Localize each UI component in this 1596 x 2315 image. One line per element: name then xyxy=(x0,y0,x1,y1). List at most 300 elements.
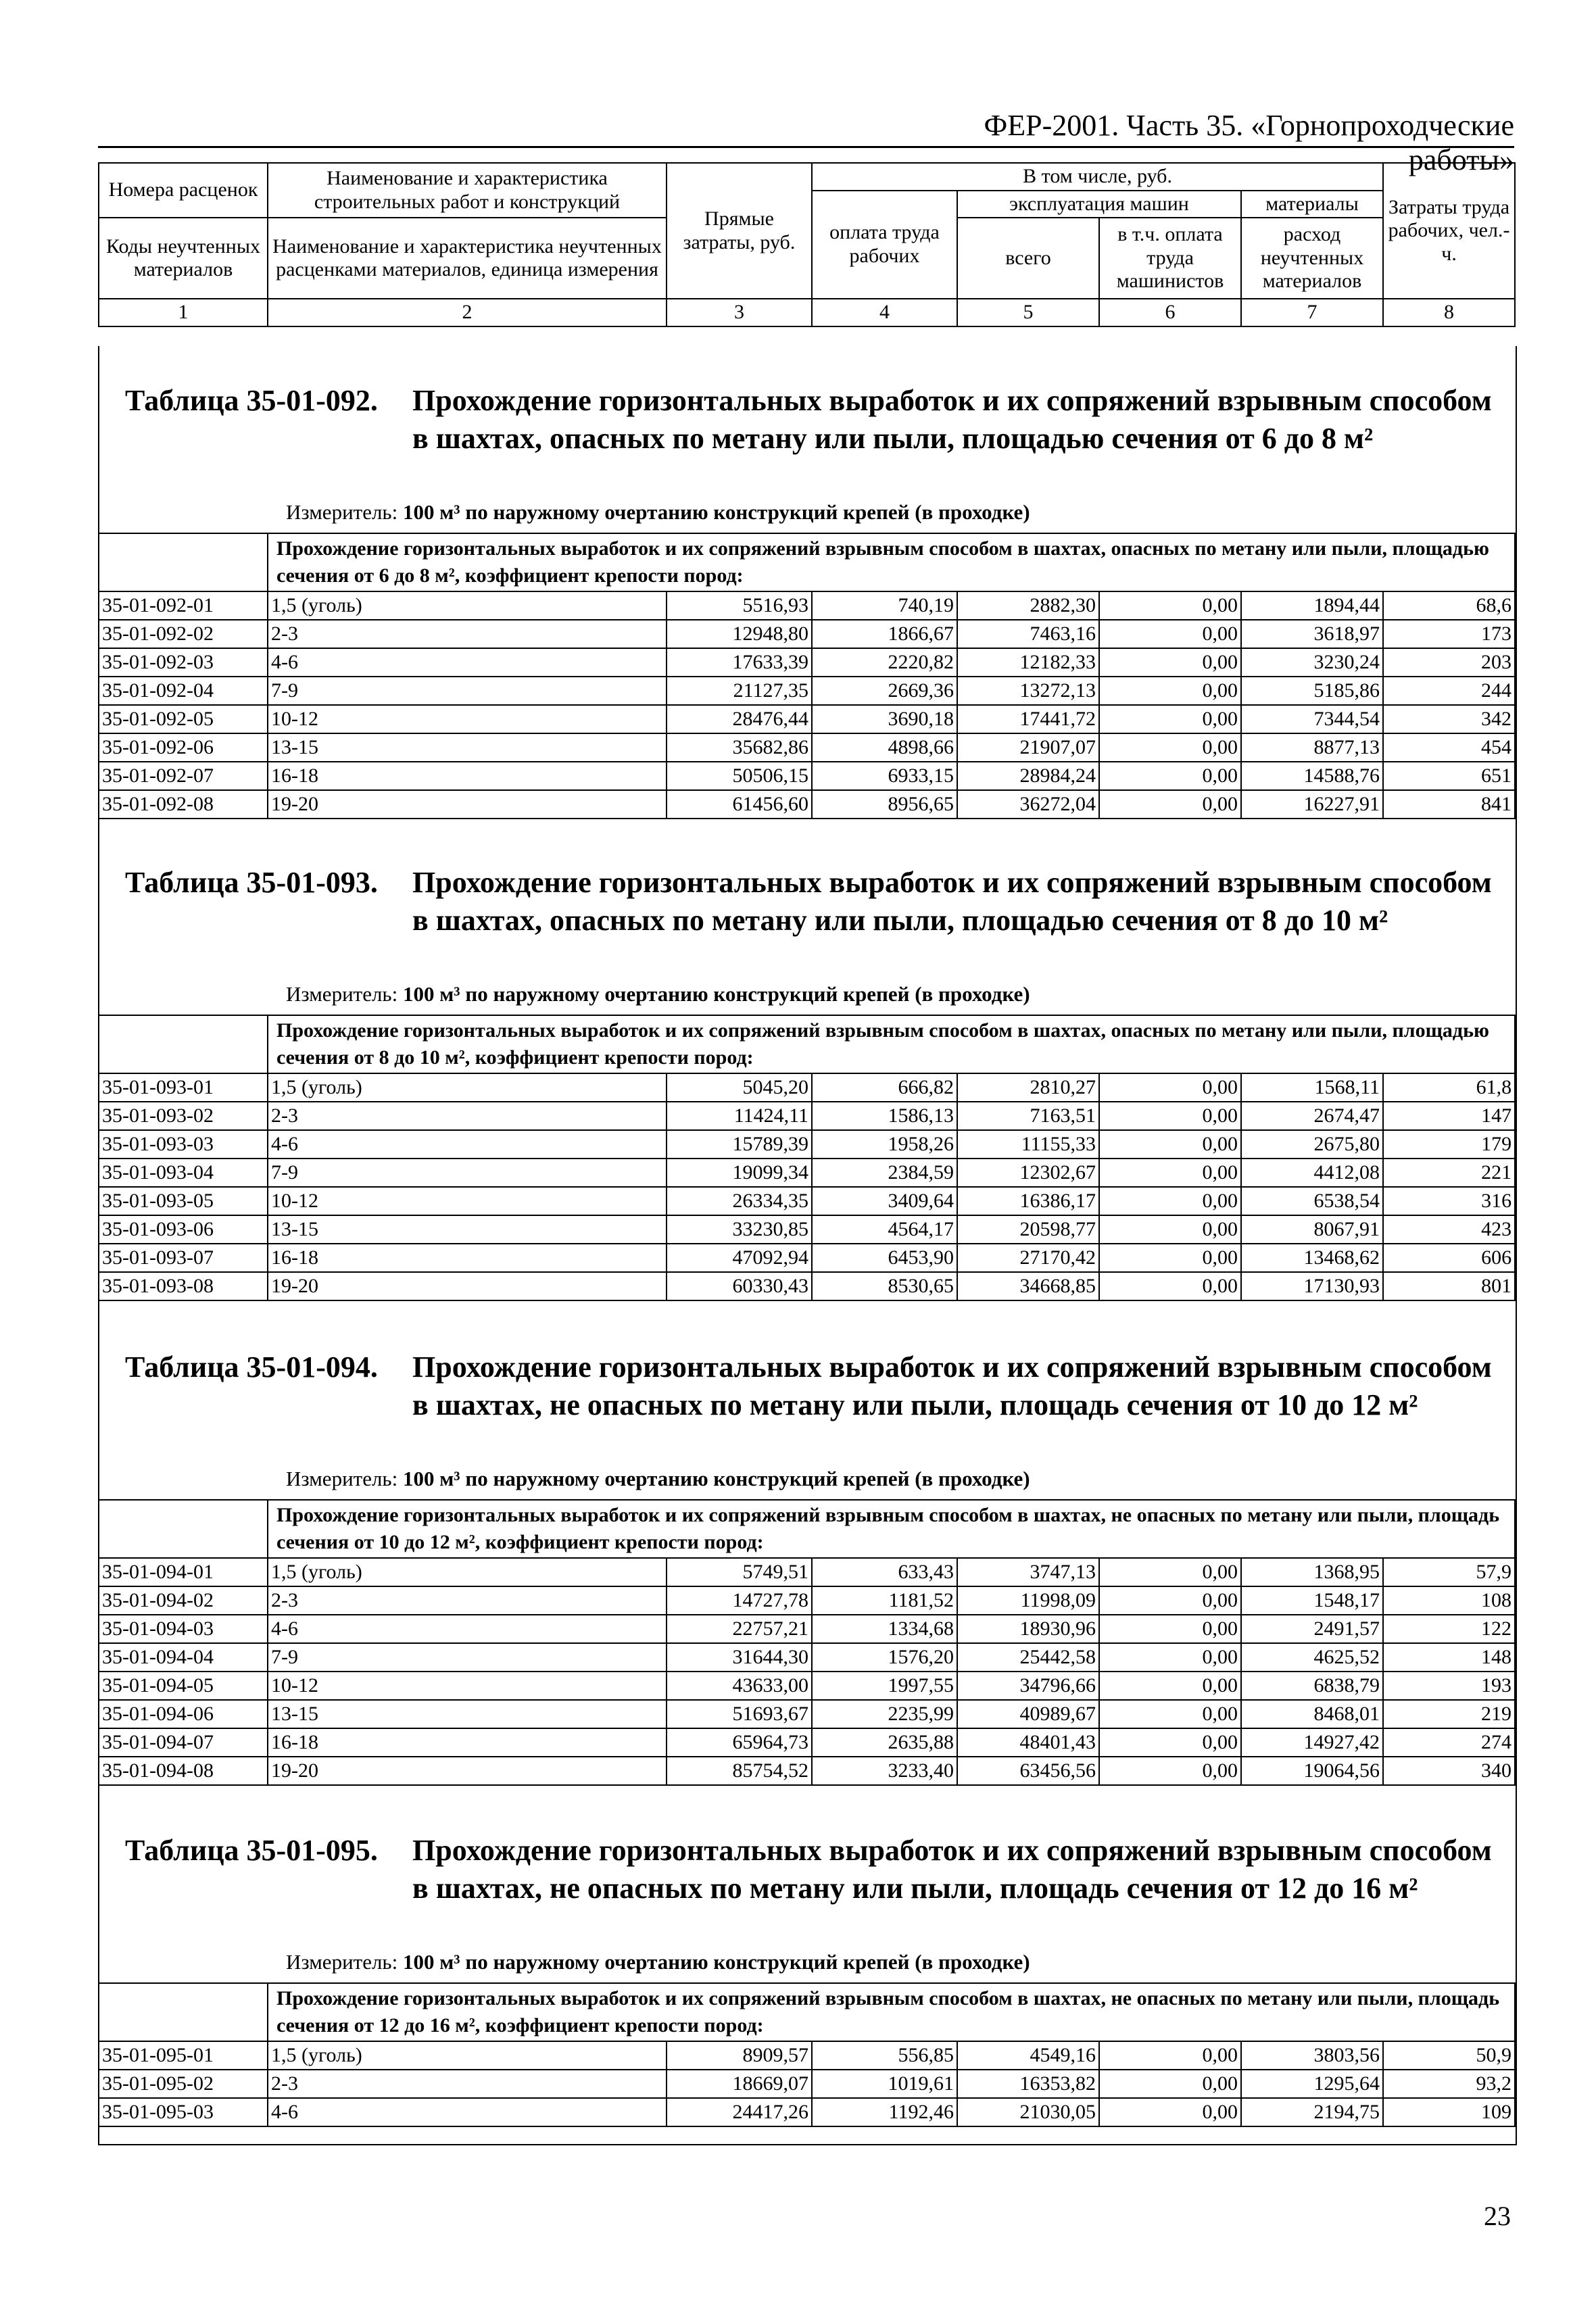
value-cell: 2235,99 xyxy=(812,1700,957,1728)
value-cell: 2669,36 xyxy=(812,677,957,705)
rate-code: 35-01-094-02 xyxy=(99,1586,268,1615)
value-cell: 26334,35 xyxy=(667,1187,812,1215)
value-cell: 0,00 xyxy=(1099,1615,1241,1643)
empty-cell xyxy=(99,1015,268,1073)
value-cell: 19099,34 xyxy=(667,1159,812,1187)
rock-hardness: 2-3 xyxy=(268,1586,667,1615)
table-row xyxy=(99,1757,1515,1785)
rate-code: 35-01-094-07 xyxy=(99,1728,268,1757)
value-cell: 0,00 xyxy=(1099,1244,1241,1272)
rock-hardness: 10-12 xyxy=(268,705,667,733)
table-row xyxy=(99,1073,1515,1102)
value-cell: 2810,27 xyxy=(957,1073,1099,1102)
col1-bottom-header: Коды неучтенных материалов xyxy=(99,218,268,299)
table-number: Таблица 35-01-094. xyxy=(125,1350,378,1384)
col8-header: Затраты труда рабочих, чел.-ч. xyxy=(1383,163,1515,299)
value-cell: 801 xyxy=(1383,1272,1515,1300)
value-cell: 5749,51 xyxy=(667,1558,812,1586)
value-cell: 1192,46 xyxy=(812,2098,957,2126)
rock-hardness: 1,5 (уголь) xyxy=(268,2041,667,2070)
value-cell: 203 xyxy=(1383,648,1515,677)
value-cell: 4549,16 xyxy=(957,2041,1099,2070)
value-cell: 63456,56 xyxy=(957,1757,1099,1785)
rate-code: 35-01-095-01 xyxy=(99,2041,268,2070)
table-row xyxy=(99,1244,1515,1272)
value-cell: 606 xyxy=(1383,1244,1515,1272)
value-cell: 147 xyxy=(1383,1102,1515,1130)
value-cell: 12302,67 xyxy=(957,1159,1099,1187)
rate-code: 35-01-095-03 xyxy=(99,2098,268,2126)
rock-hardness: 2-3 xyxy=(268,2070,667,2098)
value-cell: 0,00 xyxy=(1099,648,1241,677)
value-cell: 0,00 xyxy=(1099,591,1241,620)
value-cell: 1894,44 xyxy=(1241,591,1383,620)
value-cell: 1019,61 xyxy=(812,2070,957,2098)
value-cell: 34668,85 xyxy=(957,1272,1099,1300)
table-title-text: Прохождение горизонтальных выработок и их сопряжений взрывным способом в шахтах, опасных по метану или пыли, площадью сечения от 8 до 10 м² xyxy=(412,866,1492,937)
rock-hardness: 7-9 xyxy=(268,677,667,705)
rock-hardness: 16-18 xyxy=(268,1728,667,1757)
work-description: Прохождение горизонтальных выработок и их сопряжений взрывным способом в шахтах, не опасных по метану или пыли, площадь сечения от 12 до 16 м², коэффициент крепости пород: xyxy=(268,1983,1515,2041)
work-description: Прохождение горизонтальных выработок и их сопряжений взрывным способом в шахтах, опасных по метану или пыли, площадью сечения от 6 до 8 м², коэффициент крепости пород: xyxy=(268,533,1515,591)
measure-unit xyxy=(286,1467,1030,1491)
table-title-text: Прохождение горизонтальных выработок и их сопряжений взрывным способом в шахтах, опасных по метану или пыли, площадью сечения от 6 до 8 м² xyxy=(412,384,1492,455)
value-cell: 0,00 xyxy=(1099,2098,1241,2126)
value-cell: 1368,95 xyxy=(1241,1558,1383,1586)
value-cell: 342 xyxy=(1383,705,1515,733)
value-cell: 68,6 xyxy=(1383,591,1515,620)
measure-unit xyxy=(286,982,1030,1006)
rate-code: 35-01-093-06 xyxy=(99,1215,268,1244)
measure-text: 100 м³ по наружному очертанию конструкций крепей (в проходке) xyxy=(402,982,1030,1006)
rate-code: 35-01-095-02 xyxy=(99,2070,268,2098)
rock-hardness: 4-6 xyxy=(268,648,667,677)
value-cell: 651 xyxy=(1383,762,1515,790)
value-cell: 60330,43 xyxy=(667,1272,812,1300)
value-cell: 21030,05 xyxy=(957,2098,1099,2126)
value-cell: 316 xyxy=(1383,1187,1515,1215)
value-cell: 1866,67 xyxy=(812,620,957,648)
value-cell: 14588,76 xyxy=(1241,762,1383,790)
value-cell: 0,00 xyxy=(1099,1757,1241,1785)
value-cell: 14727,78 xyxy=(667,1586,812,1615)
value-cell: 65964,73 xyxy=(667,1728,812,1757)
value-cell: 193 xyxy=(1383,1672,1515,1700)
value-cell: 11424,11 xyxy=(667,1102,812,1130)
rock-hardness: 16-18 xyxy=(268,1244,667,1272)
rate-code: 35-01-094-01 xyxy=(99,1558,268,1586)
value-cell: 2491,57 xyxy=(1241,1615,1383,1643)
column-number: 1 xyxy=(99,299,268,326)
value-cell: 1576,20 xyxy=(812,1643,957,1672)
rock-hardness: 2-3 xyxy=(268,620,667,648)
value-cell: 633,43 xyxy=(812,1558,957,1586)
value-cell: 16386,17 xyxy=(957,1187,1099,1215)
rate-code: 35-01-092-08 xyxy=(99,790,268,819)
table-row xyxy=(99,677,1515,705)
table-title-text: Прохождение горизонтальных выработок и их сопряжений взрывным способом в шахтах, не опасных по метану или пыли, площадь сечения от 12 до 16 м² xyxy=(412,1834,1492,1905)
value-cell: 6453,90 xyxy=(812,1244,957,1272)
value-cell: 25442,58 xyxy=(957,1643,1099,1672)
value-cell: 14927,42 xyxy=(1241,1728,1383,1757)
table-row xyxy=(99,1615,1515,1643)
value-cell: 0,00 xyxy=(1099,790,1241,819)
value-cell: 2674,47 xyxy=(1241,1102,1383,1130)
value-cell: 109 xyxy=(1383,2098,1515,2126)
value-cell: 21127,35 xyxy=(667,677,812,705)
column-number: 7 xyxy=(1241,299,1383,326)
value-cell: 33230,85 xyxy=(667,1215,812,1244)
value-cell: 5185,86 xyxy=(1241,677,1383,705)
value-cell: 61,8 xyxy=(1383,1073,1515,1102)
table-row xyxy=(99,1558,1515,1586)
rock-hardness: 4-6 xyxy=(268,2098,667,2126)
value-cell: 3618,97 xyxy=(1241,620,1383,648)
rate-code: 35-01-092-03 xyxy=(99,648,268,677)
value-cell: 11998,09 xyxy=(957,1586,1099,1615)
col3-header: Прямые затраты, руб. xyxy=(667,163,812,299)
value-cell: 1958,26 xyxy=(812,1130,957,1159)
table-row xyxy=(99,1586,1515,1615)
table-row xyxy=(99,1272,1515,1300)
page-number: 23 xyxy=(1484,2201,1511,2231)
value-cell: 0,00 xyxy=(1099,733,1241,762)
value-cell: 0,00 xyxy=(1099,2041,1241,2070)
column-number: 4 xyxy=(812,299,957,326)
table-row xyxy=(99,1159,1515,1187)
value-cell: 3230,24 xyxy=(1241,648,1383,677)
table-row xyxy=(99,2041,1515,2070)
rate-code: 35-01-093-08 xyxy=(99,1272,268,1300)
value-cell: 4898,66 xyxy=(812,733,957,762)
value-cell: 48401,43 xyxy=(957,1728,1099,1757)
value-cell: 7344,54 xyxy=(1241,705,1383,733)
value-cell: 1295,64 xyxy=(1241,2070,1383,2098)
col4-header: оплата труда рабочих xyxy=(812,191,957,299)
value-cell: 2194,75 xyxy=(1241,2098,1383,2126)
value-cell: 18930,96 xyxy=(957,1615,1099,1643)
value-cell: 36272,04 xyxy=(957,790,1099,819)
value-cell: 6933,15 xyxy=(812,762,957,790)
value-cell: 20598,77 xyxy=(957,1215,1099,1244)
value-cell: 0,00 xyxy=(1099,677,1241,705)
rock-hardness: 10-12 xyxy=(268,1187,667,1215)
column-number: 3 xyxy=(667,299,812,326)
rate-table xyxy=(98,533,1516,819)
value-cell: 13468,62 xyxy=(1241,1244,1383,1272)
value-cell: 0,00 xyxy=(1099,705,1241,733)
value-cell: 31644,30 xyxy=(667,1643,812,1672)
value-cell: 61456,60 xyxy=(667,790,812,819)
value-cell: 35682,86 xyxy=(667,733,812,762)
measure-label: Измеритель: xyxy=(286,1467,398,1490)
value-cell: 244 xyxy=(1383,677,1515,705)
value-cell: 0,00 xyxy=(1099,1215,1241,1244)
value-cell: 8877,13 xyxy=(1241,733,1383,762)
value-cell: 11155,33 xyxy=(957,1130,1099,1159)
value-cell: 0,00 xyxy=(1099,762,1241,790)
value-cell: 0,00 xyxy=(1099,1700,1241,1728)
table-row xyxy=(99,2070,1515,2098)
column-number: 8 xyxy=(1383,299,1515,326)
value-cell: 5045,20 xyxy=(667,1073,812,1102)
value-cell: 454 xyxy=(1383,733,1515,762)
col7-header: расход неучтенных материалов xyxy=(1241,218,1383,299)
table-row xyxy=(99,1728,1515,1757)
measure-unit xyxy=(286,500,1030,525)
rock-hardness: 13-15 xyxy=(268,733,667,762)
table-row xyxy=(99,790,1515,819)
value-cell: 24417,26 xyxy=(667,2098,812,2126)
rate-table xyxy=(98,1015,1516,1301)
rate-code: 35-01-093-05 xyxy=(99,1187,268,1215)
value-cell: 12182,33 xyxy=(957,648,1099,677)
table-row xyxy=(99,1130,1515,1159)
running-title: ФЕР-2001. Часть 35. «Горнопроходческие работы» xyxy=(984,109,1514,176)
rate-code: 35-01-094-06 xyxy=(99,1700,268,1728)
value-cell: 13272,13 xyxy=(957,677,1099,705)
value-cell: 340 xyxy=(1383,1757,1515,1785)
rate-code: 35-01-092-07 xyxy=(99,762,268,790)
value-cell: 1568,11 xyxy=(1241,1073,1383,1102)
value-cell: 18669,07 xyxy=(667,2070,812,2098)
column-header-table xyxy=(98,162,1516,327)
table-row xyxy=(99,1672,1515,1700)
rate-table xyxy=(98,1499,1516,1786)
value-cell: 841 xyxy=(1383,790,1515,819)
value-cell: 50,9 xyxy=(1383,2041,1515,2070)
col2-top-header: Наименование и характеристика строительных работ и конструкций xyxy=(268,163,667,218)
value-cell: 274 xyxy=(1383,1728,1515,1757)
rate-code: 35-01-092-06 xyxy=(99,733,268,762)
table-row xyxy=(99,1643,1515,1672)
col1-top-header: Номера расценок xyxy=(99,163,268,218)
rock-hardness: 19-20 xyxy=(268,1272,667,1300)
value-cell: 8909,57 xyxy=(667,2041,812,2070)
value-cell: 8956,65 xyxy=(812,790,957,819)
value-cell: 28984,24 xyxy=(957,762,1099,790)
value-cell: 43633,00 xyxy=(667,1672,812,1700)
table-number: Таблица 35-01-095. xyxy=(125,1834,378,1867)
value-cell: 2882,30 xyxy=(957,591,1099,620)
value-cell: 148 xyxy=(1383,1643,1515,1672)
value-cell: 17130,93 xyxy=(1241,1272,1383,1300)
table-row xyxy=(99,591,1515,620)
rock-hardness: 10-12 xyxy=(268,1672,667,1700)
rate-code: 35-01-094-03 xyxy=(99,1615,268,1643)
measure-label: Измеритель: xyxy=(286,982,398,1006)
value-cell: 4625,52 xyxy=(1241,1643,1383,1672)
rock-hardness: 19-20 xyxy=(268,790,667,819)
value-cell: 3690,18 xyxy=(812,705,957,733)
rate-code: 35-01-093-01 xyxy=(99,1073,268,1102)
col5-header: всего xyxy=(957,218,1099,299)
table-row xyxy=(99,705,1515,733)
value-cell: 1334,68 xyxy=(812,1615,957,1643)
col6-header: в т.ч. оплата труда машинистов xyxy=(1099,218,1241,299)
table-row xyxy=(99,2098,1515,2126)
rock-hardness: 1,5 (уголь) xyxy=(268,1073,667,1102)
value-cell: 16353,82 xyxy=(957,2070,1099,2098)
empty-cell xyxy=(99,1500,268,1558)
table-number: Таблица 35-01-092. xyxy=(125,384,378,417)
rock-hardness: 4-6 xyxy=(268,1615,667,1643)
value-cell: 0,00 xyxy=(1099,1130,1241,1159)
including-header: В том числе, руб. xyxy=(812,163,1383,191)
value-cell: 221 xyxy=(1383,1159,1515,1187)
table-row xyxy=(99,733,1515,762)
value-cell: 40989,67 xyxy=(957,1700,1099,1728)
value-cell: 51693,67 xyxy=(667,1700,812,1728)
value-cell: 7163,51 xyxy=(957,1102,1099,1130)
table-row xyxy=(99,648,1515,677)
rate-code: 35-01-094-08 xyxy=(99,1757,268,1785)
rate-code: 35-01-092-05 xyxy=(99,705,268,733)
measure-unit xyxy=(286,1950,1030,1974)
value-cell: 0,00 xyxy=(1099,1102,1241,1130)
rock-hardness: 13-15 xyxy=(268,1215,667,1244)
value-cell: 423 xyxy=(1383,1215,1515,1244)
measure-label: Измеритель: xyxy=(286,500,398,524)
value-cell: 50506,15 xyxy=(667,762,812,790)
rock-hardness: 19-20 xyxy=(268,1757,667,1785)
value-cell: 17441,72 xyxy=(957,705,1099,733)
value-cell: 8530,65 xyxy=(812,1272,957,1300)
rate-code: 35-01-094-05 xyxy=(99,1672,268,1700)
rate-code: 35-01-094-04 xyxy=(99,1643,268,1672)
rate-code: 35-01-092-02 xyxy=(99,620,268,648)
value-cell: 47092,94 xyxy=(667,1244,812,1272)
rate-code: 35-01-092-04 xyxy=(99,677,268,705)
value-cell: 666,82 xyxy=(812,1073,957,1102)
value-cell: 0,00 xyxy=(1099,1159,1241,1187)
column-number: 6 xyxy=(1099,299,1241,326)
value-cell: 85754,52 xyxy=(667,1757,812,1785)
rock-hardness: 1,5 (уголь) xyxy=(268,1558,667,1586)
value-cell: 740,19 xyxy=(812,591,957,620)
machines-header: эксплуатация машин xyxy=(957,191,1241,218)
value-cell: 7463,16 xyxy=(957,620,1099,648)
empty-cell xyxy=(99,533,268,591)
value-cell: 8067,91 xyxy=(1241,1215,1383,1244)
work-description: Прохождение горизонтальных выработок и их сопряжений взрывным способом в шахтах, опасных по метану или пыли, площадью сечения от 8 до 10 м², коэффициент крепости пород: xyxy=(268,1015,1515,1073)
value-cell: 3747,13 xyxy=(957,1558,1099,1586)
value-cell: 0,00 xyxy=(1099,1558,1241,1586)
value-cell: 28476,44 xyxy=(667,705,812,733)
rock-hardness: 16-18 xyxy=(268,762,667,790)
rate-table xyxy=(98,1982,1516,2127)
table-row xyxy=(99,620,1515,648)
value-cell: 15789,39 xyxy=(667,1130,812,1159)
rock-hardness: 7-9 xyxy=(268,1643,667,1672)
value-cell: 3803,56 xyxy=(1241,2041,1383,2070)
value-cell: 22757,21 xyxy=(667,1615,812,1643)
value-cell: 219 xyxy=(1383,1700,1515,1728)
table-row xyxy=(99,1700,1515,1728)
table-row xyxy=(99,1215,1515,1244)
rock-hardness: 13-15 xyxy=(268,1700,667,1728)
value-cell: 93,2 xyxy=(1383,2070,1515,2098)
value-cell: 0,00 xyxy=(1099,1672,1241,1700)
value-cell: 179 xyxy=(1383,1130,1515,1159)
table-title-text: Прохождение горизонтальных выработок и их сопряжений взрывным способом в шахтах, не опасных по метану или пыли, площадь сечения от 10 до 12 м² xyxy=(412,1350,1492,1421)
rock-hardness: 2-3 xyxy=(268,1102,667,1130)
value-cell: 21907,07 xyxy=(957,733,1099,762)
value-cell: 0,00 xyxy=(1099,2070,1241,2098)
value-cell: 556,85 xyxy=(812,2041,957,2070)
table-number: Таблица 35-01-093. xyxy=(125,866,378,899)
value-cell: 2384,59 xyxy=(812,1159,957,1187)
value-cell: 17633,39 xyxy=(667,648,812,677)
value-cell: 1548,17 xyxy=(1241,1586,1383,1615)
value-cell: 108 xyxy=(1383,1586,1515,1615)
value-cell: 4564,17 xyxy=(812,1215,957,1244)
column-number-row xyxy=(99,299,1515,326)
value-cell: 1997,55 xyxy=(812,1672,957,1700)
value-cell: 4412,08 xyxy=(1241,1159,1383,1187)
value-cell: 6538,54 xyxy=(1241,1187,1383,1215)
measure-label: Измеритель: xyxy=(286,1950,398,1974)
rate-code: 35-01-093-04 xyxy=(99,1159,268,1187)
value-cell: 2220,82 xyxy=(812,648,957,677)
work-description: Прохождение горизонтальных выработок и их сопряжений взрывным способом в шахтах, не опасных по метану или пыли, площадь сечения от 10 до 12 м², коэффициент крепости пород: xyxy=(268,1500,1515,1558)
value-cell: 0,00 xyxy=(1099,1586,1241,1615)
table-row xyxy=(99,1102,1515,1130)
value-cell: 1586,13 xyxy=(812,1102,957,1130)
rock-hardness: 4-6 xyxy=(268,1130,667,1159)
rate-code: 35-01-093-03 xyxy=(99,1130,268,1159)
value-cell: 122 xyxy=(1383,1615,1515,1643)
value-cell: 3409,64 xyxy=(812,1187,957,1215)
column-number: 2 xyxy=(268,299,667,326)
rock-hardness: 7-9 xyxy=(268,1159,667,1187)
value-cell: 2675,80 xyxy=(1241,1130,1383,1159)
value-cell: 27170,42 xyxy=(957,1244,1099,1272)
value-cell: 19064,56 xyxy=(1241,1757,1383,1785)
table-row xyxy=(99,762,1515,790)
rate-code: 35-01-093-07 xyxy=(99,1244,268,1272)
value-cell: 6838,79 xyxy=(1241,1672,1383,1700)
rock-hardness: 1,5 (уголь) xyxy=(268,591,667,620)
value-cell: 5516,93 xyxy=(667,591,812,620)
value-cell: 1181,52 xyxy=(812,1586,957,1615)
value-cell: 0,00 xyxy=(1099,1187,1241,1215)
value-cell: 0,00 xyxy=(1099,1643,1241,1672)
measure-text: 100 м³ по наружному очертанию конструкций крепей (в проходке) xyxy=(402,1950,1030,1974)
materials-header: материалы xyxy=(1241,191,1383,218)
rate-code: 35-01-092-01 xyxy=(99,591,268,620)
value-cell: 0,00 xyxy=(1099,1728,1241,1757)
value-cell: 3233,40 xyxy=(812,1757,957,1785)
measure-text: 100 м³ по наружному очертанию конструкций крепей (в проходке) xyxy=(402,500,1030,524)
column-number: 5 xyxy=(957,299,1099,326)
col2-bottom-header: Наименование и характеристика неучтенных расценками материалов, единица измерения xyxy=(268,218,667,299)
value-cell: 8468,01 xyxy=(1241,1700,1383,1728)
empty-cell xyxy=(99,1983,268,2041)
value-cell: 34796,66 xyxy=(957,1672,1099,1700)
rate-code: 35-01-093-02 xyxy=(99,1102,268,1130)
value-cell: 12948,80 xyxy=(667,620,812,648)
value-cell: 173 xyxy=(1383,620,1515,648)
value-cell: 57,9 xyxy=(1383,1558,1515,1586)
value-cell: 0,00 xyxy=(1099,1073,1241,1102)
value-cell: 2635,88 xyxy=(812,1728,957,1757)
measure-text: 100 м³ по наружному очертанию конструкций крепей (в проходке) xyxy=(402,1467,1030,1490)
table-row xyxy=(99,1187,1515,1215)
value-cell: 0,00 xyxy=(1099,1272,1241,1300)
value-cell: 0,00 xyxy=(1099,620,1241,648)
value-cell: 16227,91 xyxy=(1241,790,1383,819)
